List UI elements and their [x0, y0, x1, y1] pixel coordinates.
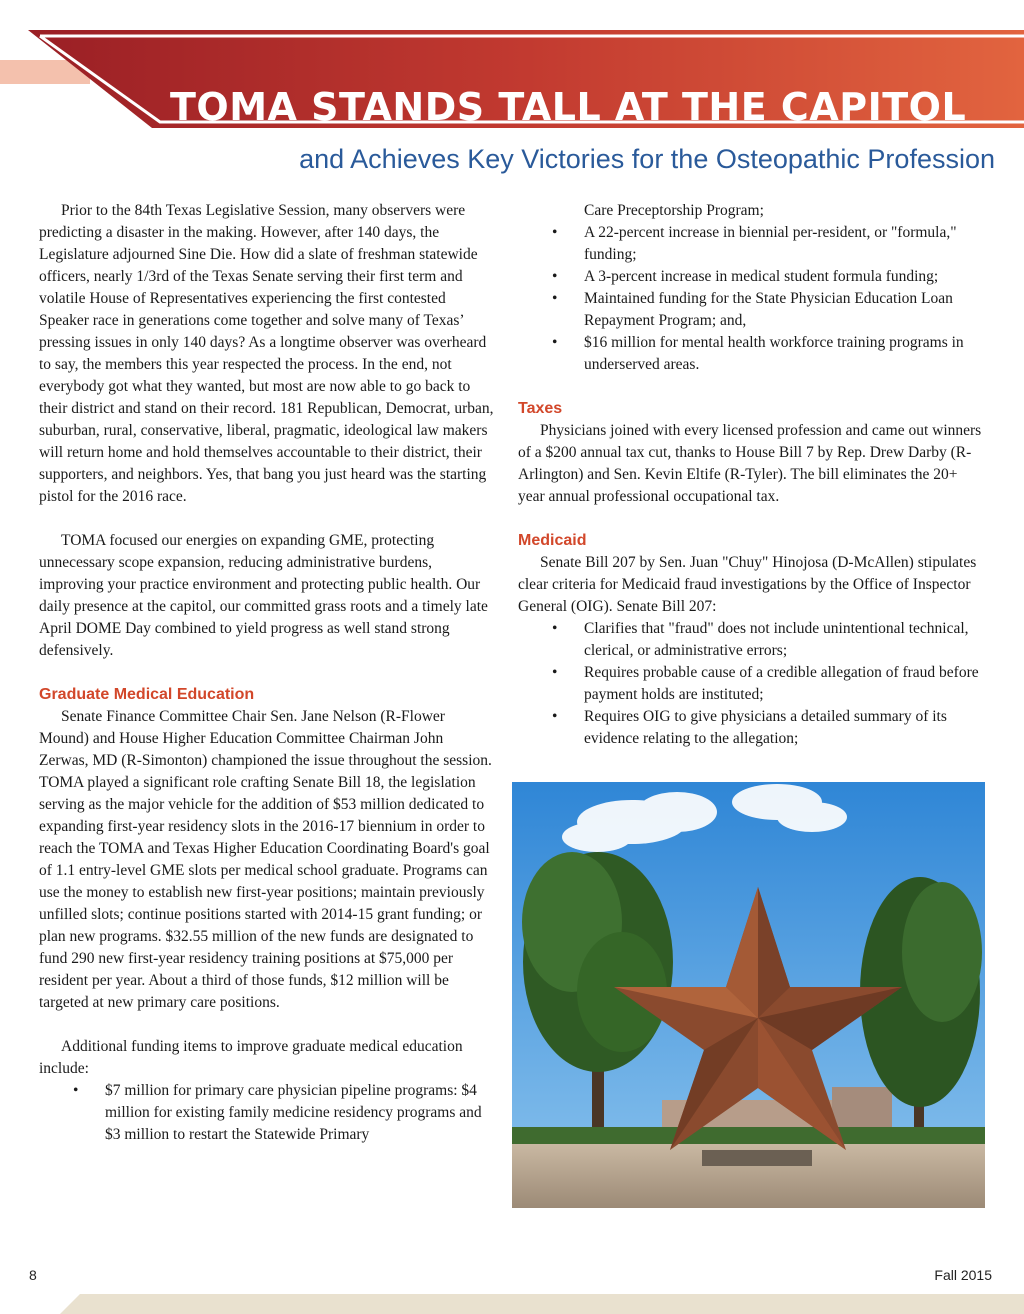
left-column: [39, 200, 494, 1146]
bottom-band: [0, 1290, 1024, 1314]
page-title: TOMA STANDS TALL AT THE CAPITOL: [170, 85, 967, 129]
list-item: • $16 million for mental health workforce training programs in underserved areas.: [552, 334, 964, 373]
bullet: •: [552, 664, 558, 681]
list-item: • A 22-percent increase in biennial per-resident, or "formula," funding;: [552, 224, 957, 263]
bullet: •: [552, 224, 558, 241]
list-item: • Requires probable cause of a credible allegation of fraud before payment holds are instituted;: [552, 664, 979, 703]
list-item: • $7 million for primary care physician pipeline programs: $4 million for existing family medicine residency programs and $3 million to restart the Statewide Primary: [73, 1082, 482, 1143]
gme-paragraph: Senate Finance Committee Chair Sen. Jane Nelson (R-Flower Mound) and House Higher Education Committee Chairman John Zerwas, MD (R-Simonton) championed the issue throughout the session. TOMA played a significant role crafting Senate Bill 18, the legislation serving as the major vehicle for the addition of $53 million dedicated to expanding first-year residency slots in the 2016-17 biennium in order to reach the TOMA and Texas Higher Education Coordinating Board's goal of 1.1 entry-level GME slots per medical school graduate. Programs can use the money to establish new first-year positions; maintain previously unfilled slots; continue positions started with 2014-15 grant funding; or plan new programs. $32.55 million of the new funds are designated to fund 290 new first-year residency training positions at $75,000 per resident per year. About a third of those funds, $12 million will be targeted at new primary care positions.: [39, 708, 492, 1011]
list-item: Care Preceptorship Program;: [584, 202, 764, 219]
focus-paragraph: TOMA focused our energies on expanding GME, protecting unnecessary scope expansion, reducing administrative burdens, improving your practice environment and protecting public health. Our daily presence at the capitol, our committed grass roots and a timely late April DOME Day combined to yield progress as well stand strong defensively.: [39, 532, 488, 659]
right-column: [518, 200, 988, 750]
medicaid-list: [518, 618, 988, 750]
bullet: •: [552, 290, 558, 307]
list-item: • Clarifies that "fraud" does not include unintentional technical, clerical, or administrative errors;: [552, 620, 969, 659]
taxes-heading: Taxes: [518, 400, 563, 417]
list-item: • Maintained funding for the State Physician Education Loan Repayment Program; and,: [552, 290, 953, 329]
bullet: •: [552, 334, 558, 351]
bullet: •: [552, 268, 558, 285]
bullet: •: [73, 1082, 79, 1099]
bullet: •: [552, 708, 558, 725]
funding-list-continued: [518, 200, 988, 376]
bullet: •: [552, 620, 558, 637]
taxes-paragraph: Physicians joined with every licensed profession and came out winners of a $200 annual tax cut, thanks to House Bill 7 by Rep. Drew Darby (R-Arlington) and Sen. Kevin Eltife (R-Tyler). The bill eliminates the 20+ year annual professional occupational tax.: [518, 422, 982, 505]
list-item: • A 3-percent increase in medical student formula funding;: [518, 266, 988, 288]
medicaid-paragraph: Senate Bill 207 by Sen. Juan "Chuy" Hinojosa (D-McAllen) stipulates clear criteria for Medicaid fraud investigations by the Office of Inspector General (OIG). Senate Bill 207:: [518, 554, 977, 615]
additional-funding-paragraph: Additional funding items to improve graduate medical education include:: [39, 1038, 463, 1077]
page-number: 8: [29, 1267, 37, 1283]
intro-paragraph: Prior to the 84th Texas Legislative Session, many observers were predicting a disaster in the making. However, after 140 days, the Legislature adjourned Sine Die. How did a slate of freshman statewide officers, nearly 1/3rd of the Texas Senate serving their first term and volatile House of Representatives experiencing the first contested Speaker race in generations come together and solve many of Texas’ pressing issues in only 140 days? As a longtime observer was overheard to say, the members this year respected the process. In the end, not everybody got what they wanted, but most are now able to go back to their district and stand on their record. 181 Republican, Democrat, urban, suburban, rural, conservative, liberal, pragmatic, ideological law makers will return home and hold themselves accountable to their district, their supporters, and neighbors. Yes, that bang you just heard was the starting pistol for the 2016 race.: [39, 202, 494, 505]
gme-funding-list: [39, 1080, 494, 1146]
page-subtitle: and Achieves Key Victories for the Osteopathic Profession: [299, 144, 995, 174]
issue-label: Fall 2015: [934, 1267, 992, 1283]
medicaid-heading: Medicaid: [518, 532, 587, 549]
list-item: • Requires OIG to give physicians a detailed summary of its evidence relating to the allegation;: [552, 708, 947, 747]
texas-star-photo: [512, 782, 985, 1208]
gme-heading: Graduate Medical Education: [39, 686, 255, 703]
